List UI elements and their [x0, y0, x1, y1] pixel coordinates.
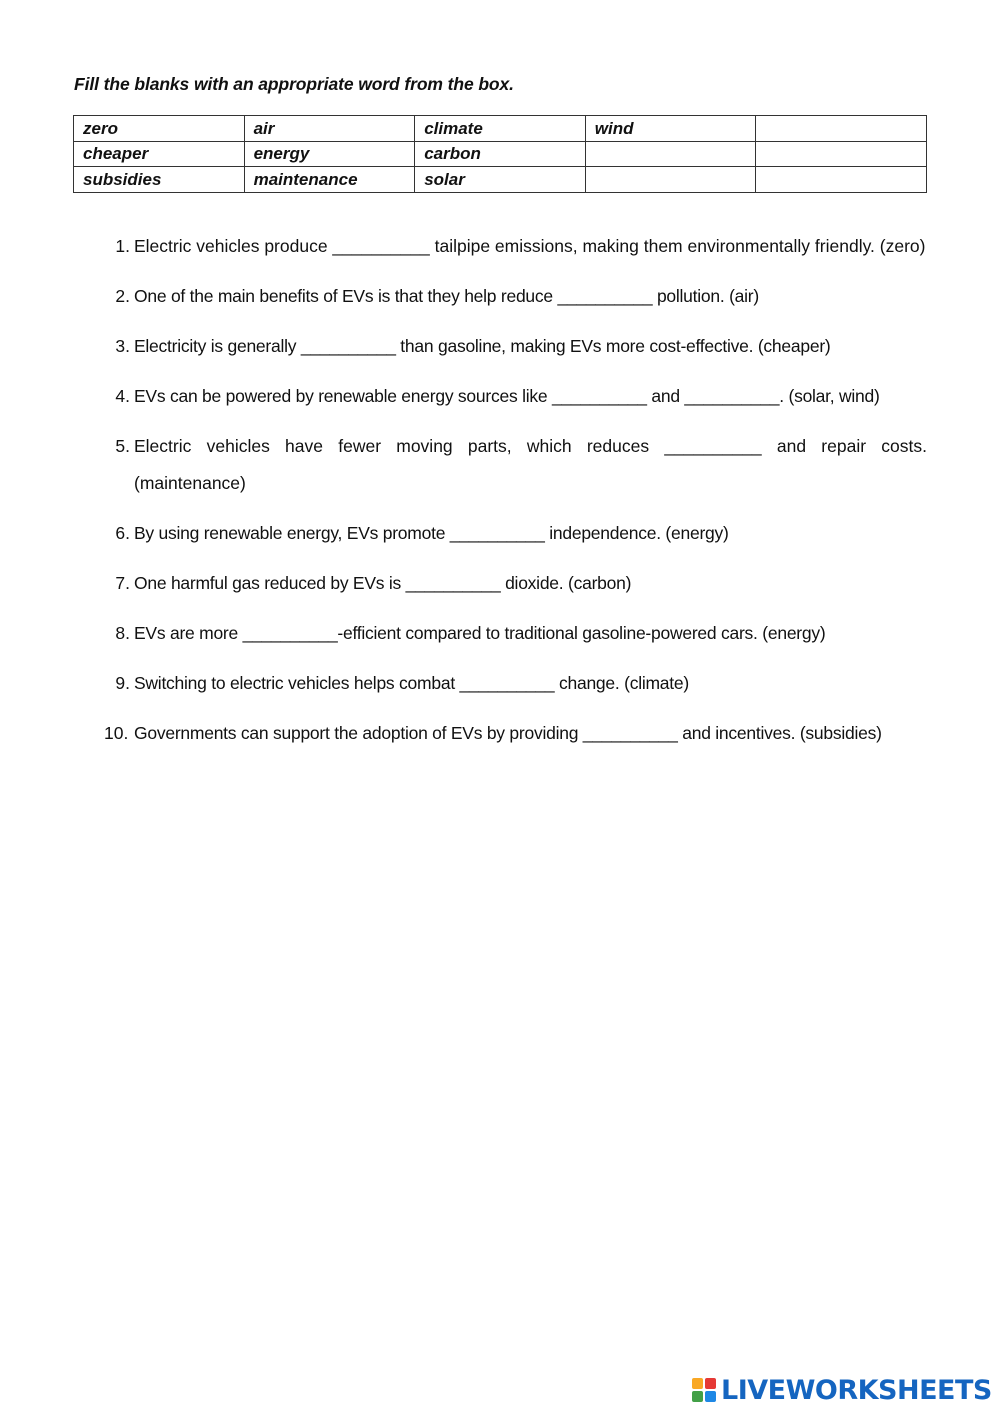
word-box-row: [74, 141, 927, 167]
word-box-cell: [756, 167, 927, 193]
question-item: [100, 565, 927, 602]
word-box-cell: climate: [415, 116, 586, 142]
question-text: EVs can be powered by renewable energy sources like __________ and __________. (solar, wind): [134, 386, 880, 406]
liveworksheets-logo[interactable]: [692, 1376, 992, 1404]
word-box-cell: subsidies: [74, 167, 245, 193]
logo-square: [692, 1378, 703, 1389]
word-box-cell: zero: [74, 116, 245, 142]
word-box-table: [73, 115, 927, 193]
logo-square: [692, 1391, 703, 1402]
word-box-cell: energy: [244, 141, 415, 167]
question-number: 5.: [115, 436, 130, 456]
question-item: [100, 665, 927, 702]
question-number: 2.: [115, 286, 130, 306]
question-item: [100, 615, 927, 652]
question-number: 4.: [115, 386, 130, 406]
word-box-cell: maintenance: [244, 167, 415, 193]
question-number: 9.: [115, 673, 130, 693]
word-box-cell: solar: [415, 167, 586, 193]
question-item: [100, 428, 927, 502]
question-item: [100, 715, 927, 752]
question-item: [100, 515, 927, 552]
question-text: Switching to electric vehicles helps combat __________ change. (climate): [134, 673, 689, 693]
word-box-cell: wind: [585, 116, 756, 142]
question-text: Governments can support the adoption of EVs by providing __________ and incentives. (subsidies): [134, 723, 882, 743]
question-text: Electricity is generally __________ than gasoline, making EVs more cost-effective. (cheaper): [134, 336, 831, 356]
question-text: EVs are more __________-efficient compared to traditional gasoline-powered cars. (energy): [134, 623, 826, 643]
question-number: 10.: [104, 723, 129, 743]
logo-text: LIVEWORKSHEETS: [721, 1374, 992, 1406]
word-box-cell: carbon: [415, 141, 586, 167]
question-number: 3.: [115, 336, 130, 356]
question-item: [100, 378, 927, 415]
question-text: One harmful gas reduced by EVs is __________ dioxide. (carbon): [134, 573, 632, 593]
word-box-cell: [756, 141, 927, 167]
question-item: [100, 228, 927, 265]
question-text: Electric vehicles produce __________ tailpipe emissions, making them environmentally friendly. (zero): [134, 236, 926, 256]
word-box-cell: [585, 167, 756, 193]
question-item: [100, 278, 927, 315]
word-box-cell: air: [244, 116, 415, 142]
word-box-row: [74, 116, 927, 142]
question-item: [100, 328, 927, 365]
liveworksheets-logo-icon: [692, 1378, 716, 1402]
question-text: Electric vehicles have fewer moving parts, which reduces __________ and repair costs. (maintenance): [134, 436, 927, 493]
logo-square: [705, 1391, 716, 1402]
question-number: 8.: [115, 623, 130, 643]
word-box-cell: [756, 116, 927, 142]
question-list: [100, 228, 927, 765]
word-box-cell: cheaper: [74, 141, 245, 167]
instruction-heading: Fill the blanks with an appropriate word from the box.: [74, 74, 514, 94]
question-text: By using renewable energy, EVs promote __________ independence. (energy): [134, 523, 729, 543]
word-box-row: [74, 167, 927, 193]
question-number: 7.: [115, 573, 130, 593]
logo-square: [705, 1378, 716, 1389]
question-number: 6.: [115, 523, 130, 543]
question-number: 1.: [115, 236, 130, 256]
word-box-cell: [585, 141, 756, 167]
question-text: One of the main benefits of EVs is that they help reduce __________ pollution. (air): [134, 286, 759, 306]
